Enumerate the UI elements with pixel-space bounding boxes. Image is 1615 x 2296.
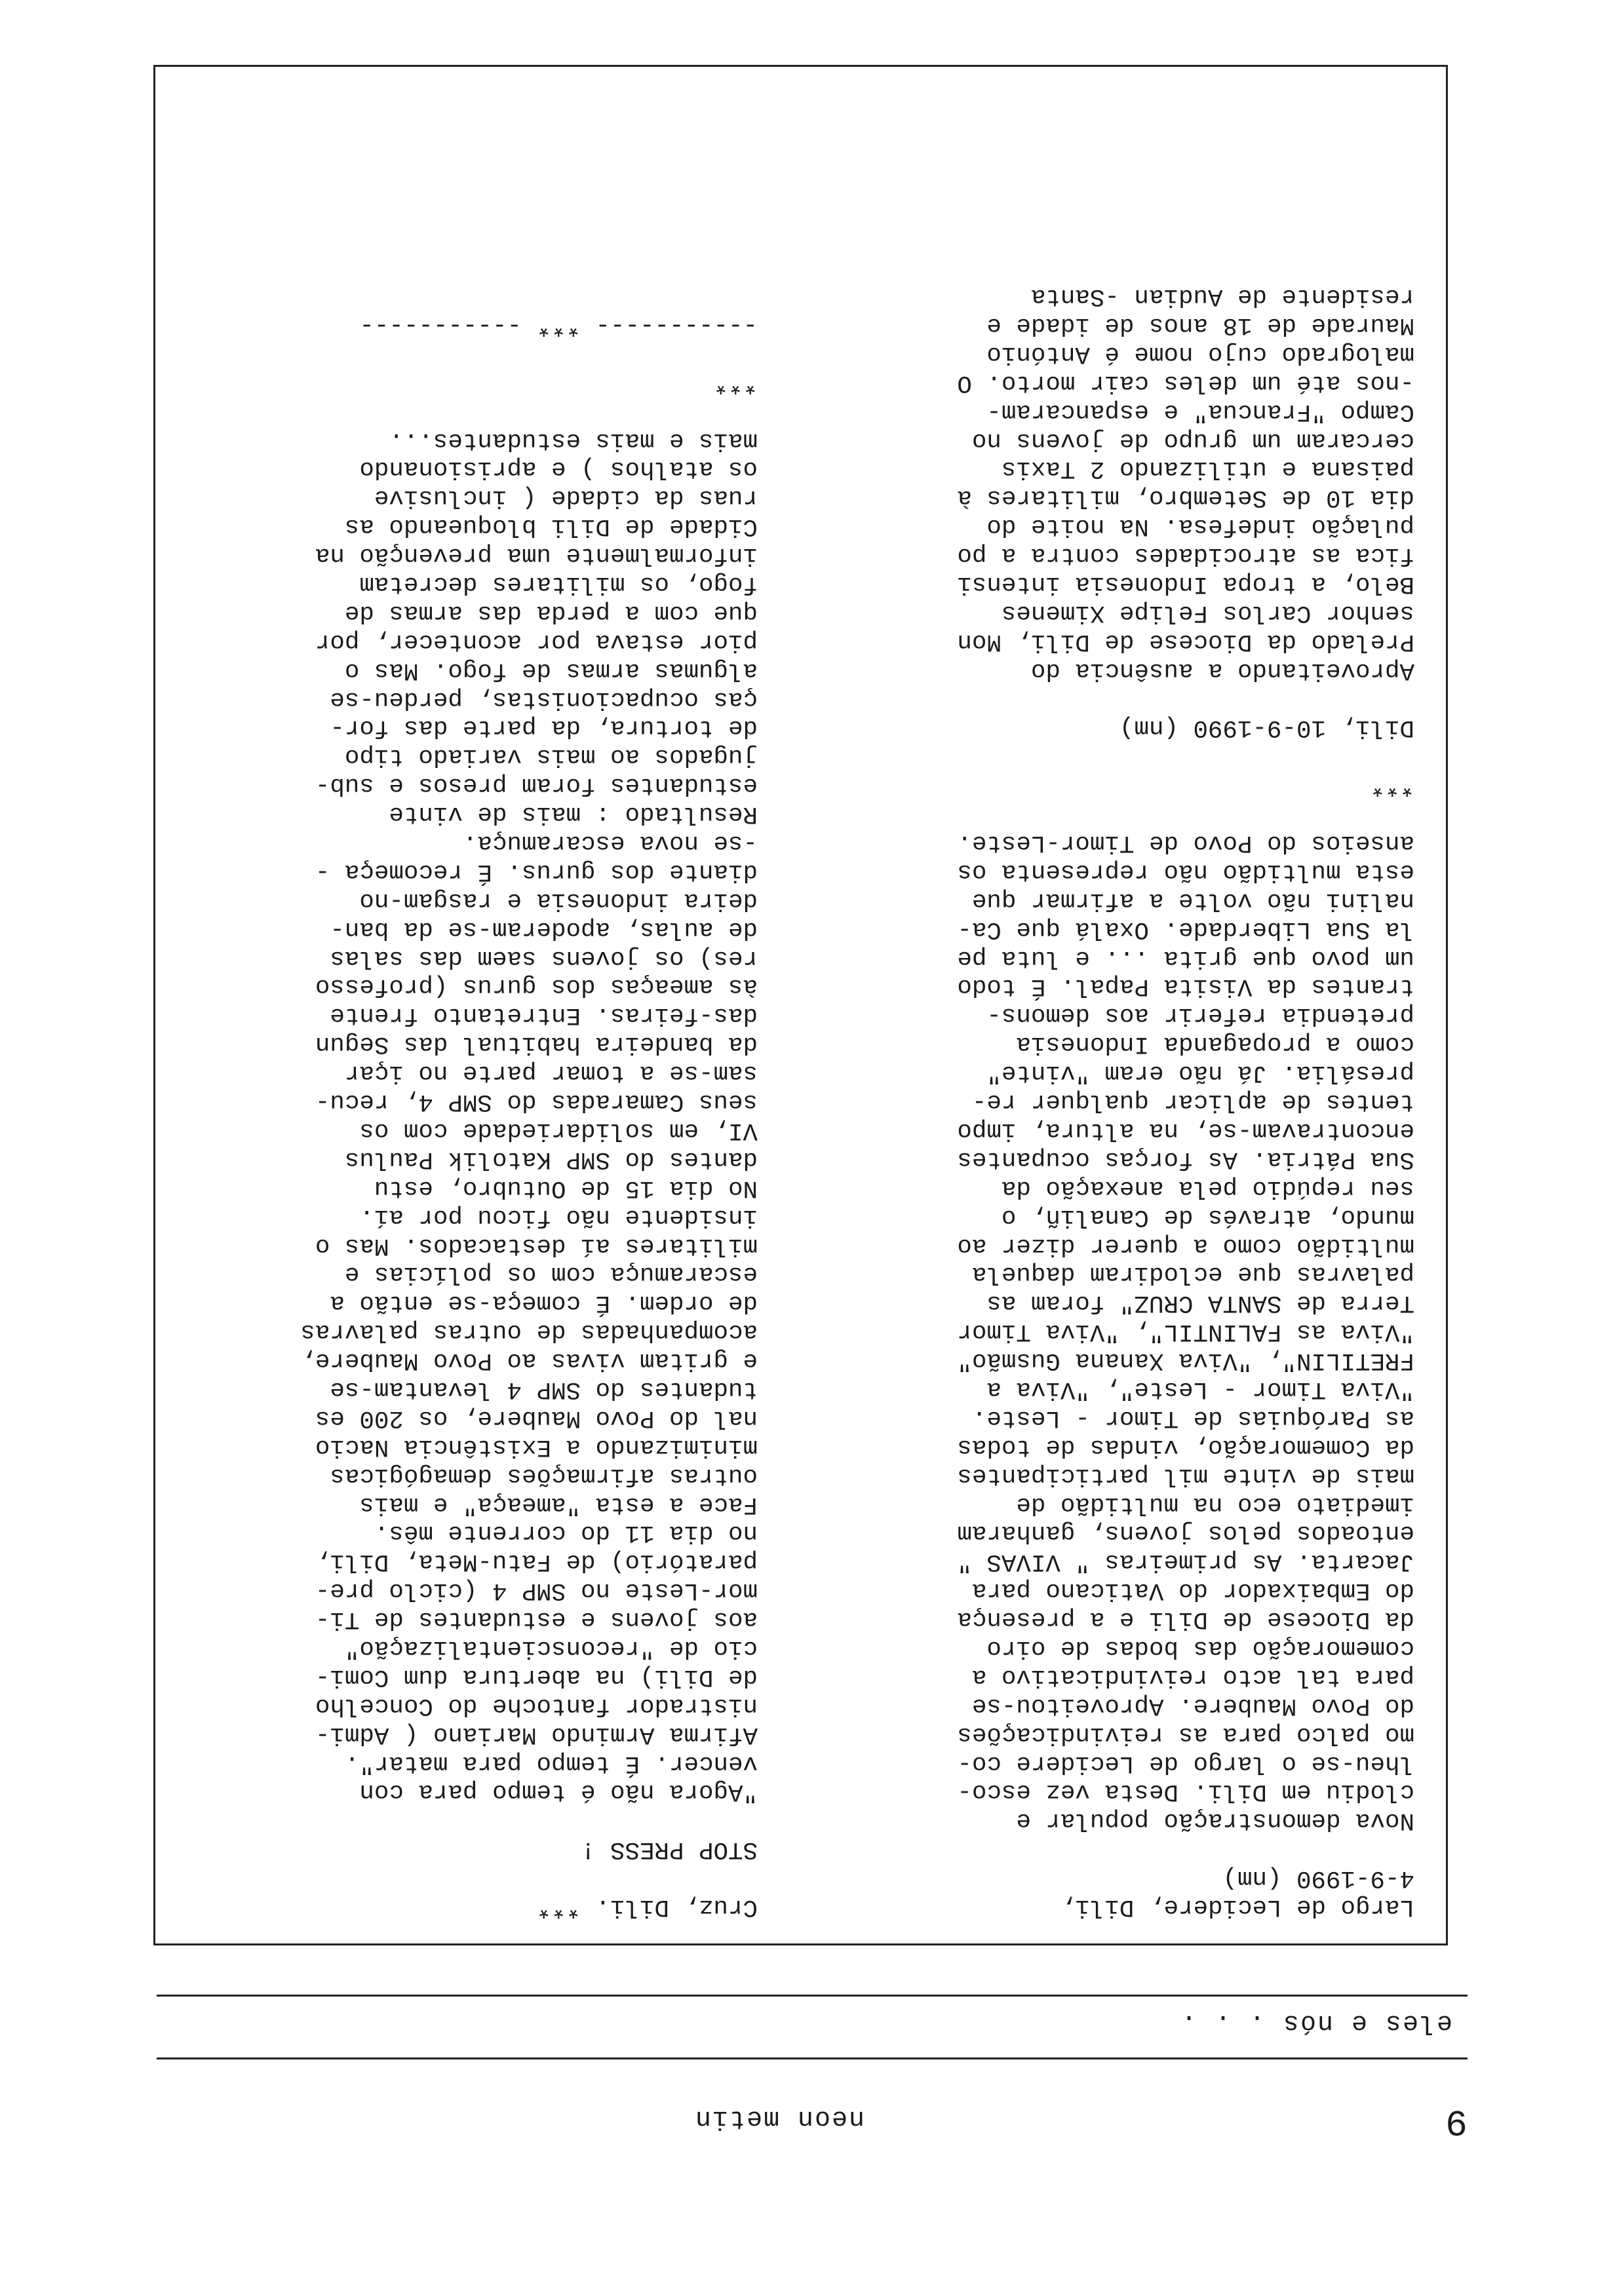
text-line: anseios do Povo de Timor-Leste. [957, 829, 1414, 857]
text-line: entoados pelos jovens, ganharam [957, 1519, 1414, 1547]
text-line: as Paróquias de Timor - Leste. [971, 1404, 1414, 1432]
text-line: do Embaixador do Vaticano para [971, 1577, 1414, 1605]
text-line: e gritam vivas ao Povo Maubere, [300, 1347, 758, 1375]
text-line: deira indonesia e rasgam-no [359, 886, 758, 914]
text-line: ruas da cidade ( inclusive [374, 484, 758, 512]
text-line: da Diocese de Dili e a presença [957, 1605, 1414, 1634]
text-line: às ameaças dos gurus (professo [315, 972, 758, 1001]
text-line: "Agora não é tempo para con [359, 1778, 758, 1806]
text-line: jugados ao mais variado tipo [344, 742, 758, 771]
text-line: dia 10 de Setembro, militares à [957, 484, 1414, 512]
text-line: ----------- *** ----------- [359, 311, 758, 339]
section-rule [157, 1995, 1468, 1997]
text-line: acompanhadas de outras palavras [300, 1318, 758, 1346]
text-line: ças ocupacionistas, perdeu-se [330, 685, 758, 713]
text-line: pior estava por acontecer, por [315, 627, 758, 655]
text-line [174, 1863, 758, 1892]
text-line: pretendia referir aos demons- [986, 1001, 1414, 1029]
text-line: para tal acto reivindicativo a [971, 1662, 1414, 1691]
text-line: os atalhos ) e aprisionando [359, 455, 758, 483]
text-line: senhor Carlos Felipe Ximenes [1001, 598, 1414, 626]
text-line: "Viva as FALINTIL", "Viva Timor [957, 1318, 1414, 1346]
text-line: como a propaganda Indonesia [1016, 1030, 1414, 1058]
text-line: mor-Leste no SMP 4 (ciclo pre- [315, 1577, 758, 1605]
text-line: Cruz, Dili. *** [536, 1893, 758, 1921]
text-line: outras afirmações demagógicas [330, 1461, 758, 1489]
text-line: 4-9-1990 (nm) [1222, 1864, 1414, 1892]
text-line: de aulas, apoderam-se da ban- [330, 915, 758, 943]
text-line: que com a perda das armas de [344, 598, 758, 626]
text-line: minimizando a Existência Nacio [315, 1432, 758, 1461]
text-line: presália. Já não eram "vinte" [986, 1059, 1414, 1087]
text-line: Cidade de Dili bloqueando as [344, 512, 758, 541]
text-line: VI, em solidariedade com os [359, 1116, 758, 1144]
text-line: escaramuça com os polícias e [344, 1260, 758, 1288]
text-line: mais e mais estudantes... [389, 426, 758, 454]
text-line: Nova demonstração popular e [1016, 1807, 1414, 1835]
text-line [174, 339, 758, 368]
text-line: malogrado cujo nome é António [986, 339, 1414, 368]
text-line: de Dili) na abertura dum Comi- [315, 1662, 758, 1691]
text-line: da Comemoração, vindas de todas [957, 1432, 1414, 1461]
text-line: dantes do SMP Katolik Paulus [344, 1145, 758, 1173]
text-line: Afirma Armindo Mariano ( Admi- [315, 1720, 758, 1748]
text-line: nistrador fantoche do Concelho [315, 1691, 758, 1719]
text-line: residente de Audian -Santa [1030, 282, 1414, 311]
text-line: Dili, 10-9-1990 (nm) [1119, 714, 1414, 742]
text-line: militares aí destacados. Mas o [315, 1231, 758, 1259]
text-line: paisana e utilizando 2 Taxis [1001, 455, 1414, 483]
text-line: fica as atrocidades contra a po [957, 541, 1414, 569]
text-line: informalmente uma prevenção na [315, 541, 758, 569]
right-column [174, 310, 758, 1921]
text-line: Aproveitando a ausência do [1030, 656, 1414, 684]
page-header [157, 2070, 1468, 2142]
text-line: tentes de aplicar qualquer re- [971, 1088, 1414, 1116]
text-line: Campo "Francua" e espancaram- [986, 397, 1414, 425]
text-line: Face a esta "ameaça" e mais [359, 1490, 758, 1518]
text-line: Prelado da Diocese de Dili, Mon [957, 627, 1414, 655]
text-line: pulação indefesa. Na noite do [986, 512, 1414, 541]
text-line: FRETILIN", "Viva Xanana Gusmão" [957, 1347, 1414, 1375]
text-line: diante dos gurus. É recomeça - [315, 857, 758, 885]
text-line: encontravam-se, na altura, impo [957, 1116, 1414, 1144]
text-line: da bandeira habitual das Segun [315, 1030, 758, 1058]
text-line: Sua Pátria. As forças ocupantes [957, 1145, 1414, 1173]
text-line [831, 741, 1414, 770]
text-line: Resultado : mais de vinte [389, 800, 758, 828]
text-line: tudantes do SMP 4 levantam-se [330, 1375, 758, 1403]
text-line: nalini não volte a afirmar que [971, 886, 1414, 914]
text-line: palavras que eclodiram daquela [971, 1260, 1414, 1288]
text-line: cio de "reconscientalização" [344, 1634, 758, 1662]
text-line: Largo de Lecidere, Dili, [1060, 1893, 1414, 1921]
text-line [174, 1805, 758, 1834]
text-line: comemoração das bodas de oiro [986, 1634, 1414, 1662]
text-line: Belo, a tropa Indonesia intensi [957, 570, 1414, 598]
text-line: estudantes foram presos e sub- [315, 771, 758, 799]
text-line: do Povo Maubere. Aproveitou-se [971, 1691, 1414, 1719]
text-line: de ordem. É começa-se então a [330, 1289, 758, 1317]
section-title: eles e nós . . . [1179, 2008, 1452, 2037]
article-box [153, 65, 1448, 1945]
text-line: fogo, os militares decretam [359, 570, 758, 598]
text-line: multidão como a querer dizer ao [957, 1231, 1414, 1259]
text-line: trantes da Visita Papal. É todo [957, 972, 1414, 1001]
text-line: STOP PRESS ! [580, 1835, 758, 1864]
text-line: de tortura, da parte das for- [330, 714, 758, 742]
text-line: *** [713, 368, 758, 396]
text-line: esta multidão não representa os [957, 857, 1414, 885]
text-line: nal do Povo Maubere, os 200 es [315, 1404, 758, 1432]
text-line: -se nova escaramuça. [462, 829, 758, 857]
text-line: Maurade de 18 anos de idade e [986, 311, 1414, 339]
text-line: Jacarta. As primeiras " VIVAS " [957, 1548, 1414, 1576]
text-line: Terra de SANTA CRUZ" foram as [986, 1289, 1414, 1317]
text-line: -nos até um deles cair morto. O [957, 368, 1414, 396]
text-line: mais de vinte mil participantes [957, 1461, 1414, 1489]
text-line: das-feiras. Entretanto frente [330, 1001, 758, 1029]
text-line: clodiu em Dili. Desta vez esco- [957, 1778, 1414, 1806]
left-column [831, 281, 1414, 1921]
text-line: vencer. É tempo para matar". [344, 1749, 758, 1777]
text-line: insidente não ficou por aí. [359, 1202, 758, 1231]
text-line: *** [1370, 771, 1414, 799]
text-line: "Viva Timor - Leste", "Viva a [986, 1375, 1414, 1403]
text-line: algumas armas de fogo. Mas o [344, 656, 758, 684]
text-line: seu repúdio pela anexação da [1001, 1174, 1414, 1202]
text-line: paratório) de Fatu-Meta, Dili, [315, 1548, 758, 1576]
text-line: aos jovens e estudantes de Ti- [315, 1605, 758, 1634]
text-line: seus Camaradas do SMP 4, recu- [315, 1088, 758, 1116]
text-line: res) os jovens saem das salas [330, 944, 758, 972]
header-rule [157, 2057, 1468, 2059]
publication-title: neon metin [693, 2103, 865, 2133]
page-number: 9 [1445, 2100, 1468, 2142]
text-line [831, 1834, 1414, 1863]
text-line: no dia 11 do corrente mês. [374, 1519, 758, 1547]
text-line [831, 799, 1414, 828]
text-line: mo palco para as reivindicações [957, 1720, 1414, 1748]
text-line: la Sua Liberdade. Oxalá que Ca- [957, 915, 1414, 943]
text-line: imediato eco na multidão de [1016, 1490, 1414, 1518]
text-line: cercaram um grupo de jovens no [971, 426, 1414, 454]
text-line: sam-se a tomar parte no içar [344, 1059, 758, 1087]
text-line: mundo, através de Canaliñ, o [1001, 1202, 1414, 1231]
text-line: No dia 15 de Outubro, estu [374, 1174, 758, 1202]
text-line: lheu-se o largo de Lecidere co- [957, 1749, 1414, 1777]
text-line [831, 684, 1414, 713]
text-line [174, 396, 758, 425]
text-line: um povo que grita ... e luta pe [957, 944, 1414, 972]
